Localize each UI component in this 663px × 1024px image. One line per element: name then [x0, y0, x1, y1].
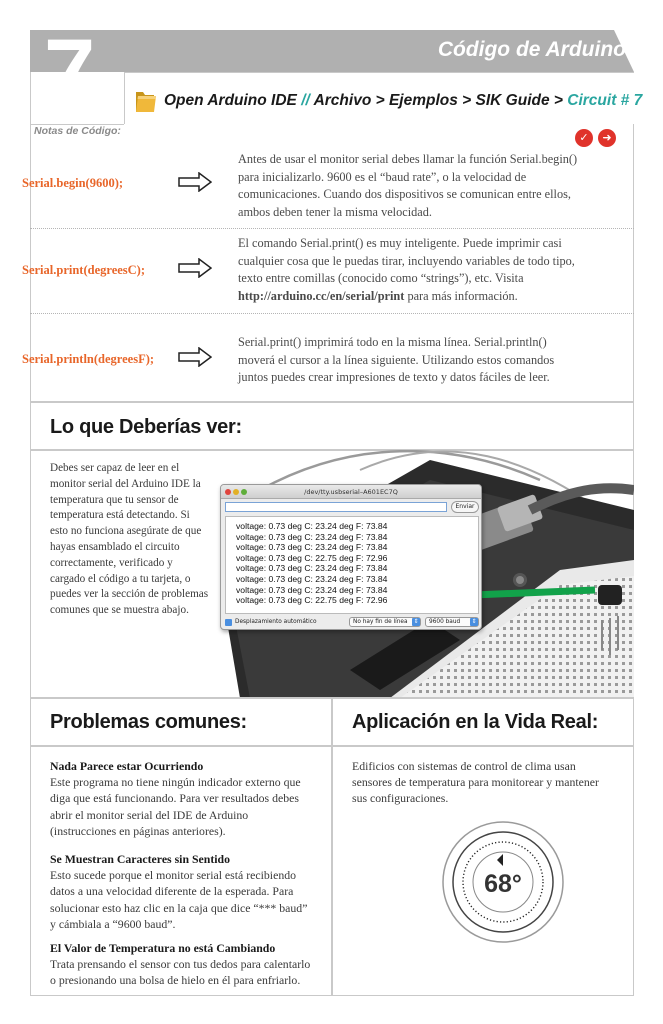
problem-text: Esto sucede porque el monitor serial está recibiendo datos a una velocidad diferente de la esperada. Para solucionar esto haz clic en la caja que dice “*** baud” y cámbiala a “9600 baud”.	[50, 868, 308, 931]
breadcrumb-app: Open Arduino IDE	[164, 92, 297, 109]
problem-item	[50, 758, 315, 839]
divider	[30, 228, 634, 229]
arrow-right-outline-icon	[178, 347, 212, 367]
visit-label: Visita	[494, 271, 524, 285]
serial-monitor-window	[220, 484, 482, 630]
serial-output	[225, 516, 479, 614]
thermostat-icon	[441, 820, 565, 944]
problem-text: Este programa no tiene ningún indicador externo que diga que está funcionando. Para ver resultados debes abrir el monitor serial del IDE de Arduino (instrucciones en páginas anteriores).	[50, 775, 301, 838]
column-divider	[331, 697, 333, 996]
breadcrumb	[164, 92, 642, 110]
real-life-text: Edificios con sistemas de control de clima usan sensores de temperatura para monitorear y mantener sus configuraciones.	[352, 759, 599, 806]
arrow-right-outline-icon	[178, 172, 212, 192]
serial-send-input[interactable]	[225, 502, 447, 512]
zoom-icon[interactable]	[241, 489, 247, 495]
should-see-text: Debes ser capaz de leer en el monitor serial del Arduino IDE la temperatura que tu sensor de temperatura está detectando. Si esto no funciona asegúrate de que hayas ensamblado el circuito correctamente, verificado y cargado el código a tu tarjeta, o puedes ver la sección de problemas comunes que se muestra abajo.	[50, 462, 209, 617]
code-serial-begin: Serial.begin(9600);	[22, 176, 124, 190]
section-divider	[30, 745, 634, 747]
thermostat-value: 68°	[484, 870, 522, 898]
serial-line: voltage: 0.73 deg C: 23.24 deg F: 73.84	[236, 563, 388, 574]
section-divider	[30, 401, 634, 403]
serial-line: voltage: 0.73 deg C: 23.24 deg F: 73.84	[236, 584, 388, 595]
breadcrumb-menu-path: Archivo > Ejemplos > SIK Guide >	[313, 92, 563, 109]
problem-text: Trata prensando el sensor con tus dedos para calentarlo o presionando una bolsa de hielo en él para enfriarlo.	[50, 957, 311, 988]
code-serial-println: Serial.println(degreesF);	[22, 352, 155, 366]
problem-item	[50, 940, 315, 989]
baud-select[interactable]: 9600 baud ⇕	[425, 617, 479, 627]
problem-item	[50, 851, 315, 932]
code-desc-serial-begin: Antes de usar el monitor serial debes llamar la función Serial.begin() para inicializarlo. 9600 es el “baud rate”, o la velocidad de comunicaciones. Cuando dos dispositivos se comunican entre ellos, ambos deben tener la misma velocidad.	[238, 152, 578, 219]
page-title: Código de Arduino:	[437, 38, 633, 61]
code-desc-serial-print	[238, 235, 583, 305]
code-desc-serial-println: Serial.print() imprimirá todo en la misma línea. Serial.println() moverá el cursor a la línea siguiente. Utilizando estos comandos juntos puedes crear impresiones de texto y datos fáciles de leer.	[238, 335, 555, 384]
real-life-title: Aplicación en la Vida Real:	[352, 711, 599, 733]
should-see-title: Lo que Deberías ver:	[50, 416, 242, 438]
arrow-right-outline-icon	[178, 258, 212, 278]
serial-line: voltage: 0.73 deg C: 23.24 deg F: 73.84	[236, 573, 388, 584]
serial-line: voltage: 0.73 deg C: 23.24 deg F: 73.84	[236, 542, 388, 553]
autoscroll-checkbox[interactable]	[225, 619, 232, 626]
arrow-right-icon[interactable]: ➜	[598, 129, 616, 147]
problems-title: Problemas comunes:	[50, 711, 247, 733]
breadcrumb-circuit: Circuit # 7	[567, 92, 643, 109]
serial-line: voltage: 0.73 deg C: 22.75 deg F: 72.96	[236, 595, 388, 606]
serial-line: voltage: 0.73 deg C: 22.75 deg F: 72.96	[236, 552, 388, 563]
notes-label: Notas de Código:	[34, 125, 121, 137]
serial-monitor-title: /dev/tty.usbserial–A601EC7Q	[304, 488, 398, 496]
serial-line: voltage: 0.73 deg C: 23.24 deg F: 73.84	[236, 531, 388, 542]
divider	[30, 313, 634, 314]
code-serial-print: Serial.print(degreesC);	[22, 263, 146, 277]
visit-end: para más información.	[407, 288, 518, 303]
circuit-number: 7	[44, 21, 94, 123]
code-desc-text: El comando Serial.print() es muy inteligente. Puede imprimir casi cualquier cosa que le puedas tirar, incluyendo variables de todo tipo, texto entre comillas (conocido como “strings”), etc.	[238, 236, 575, 285]
breadcrumb-separator: //	[301, 92, 310, 109]
close-icon[interactable]	[225, 489, 231, 495]
reference-link[interactable]: http://arduino.cc/en/serial/print	[238, 288, 405, 303]
serial-monitor-titlebar	[221, 485, 481, 499]
minimize-icon[interactable]	[233, 489, 239, 495]
folder-icon	[134, 86, 158, 114]
problem-heading: El Valor de Temperatura no está Cambiando	[50, 941, 276, 955]
serial-monitor-footer	[225, 617, 479, 629]
check-icon[interactable]: ✓	[575, 129, 593, 147]
autoscroll-label: Desplazamiento automático	[235, 619, 317, 625]
serial-line: voltage: 0.73 deg C: 23.24 deg F: 73.84	[236, 521, 388, 531]
line-ending-select[interactable]: No hay fin de línea ⇕	[349, 617, 421, 627]
problem-heading: Nada Parece estar Ocurriendo	[50, 759, 204, 773]
problem-heading: Se Muestran Caracteres sin Sentido	[50, 852, 230, 866]
send-button[interactable]: Enviar	[451, 501, 479, 513]
